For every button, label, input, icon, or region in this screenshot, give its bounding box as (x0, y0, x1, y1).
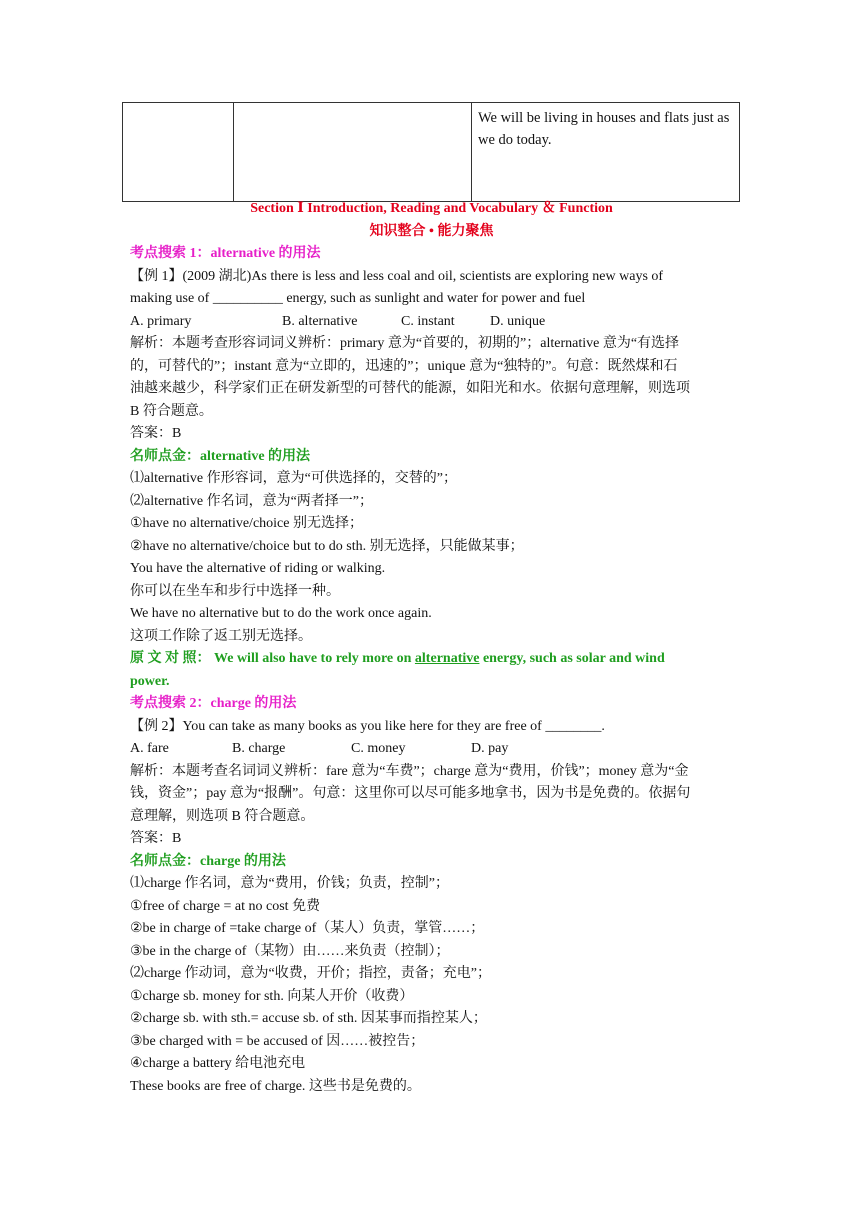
tip-line: ④charge a battery 给电池充电 (130, 1056, 306, 1071)
table-cell (123, 103, 234, 202)
original-keyword: alternative (414, 651, 480, 666)
original-text-line2: power. (130, 673, 170, 689)
tip-line: ①have no alternative/choice 别无选择； (130, 516, 363, 531)
option: A. fare (130, 741, 169, 756)
tip-line: ②be in charge of =take charge of（某人）负责，掌管……； (130, 921, 485, 936)
option: D. pay (471, 741, 509, 756)
tip-line: You have the alternative of riding or walking. (130, 561, 386, 576)
option: C. money (351, 741, 406, 756)
analysis-line: 的，可替代的”；instant 意为“立即的，迅速的”；unique 意为“独特的”。句意：既然煤和石 (130, 358, 678, 374)
tip-line: ⑴alternative 作形容词，意为“可供选择的，交替的”； (130, 471, 458, 486)
tip-line: ⑵charge 作动词，意为“收费，开价；指控，责备；充电”； (130, 966, 491, 981)
keypoint-1-heading: 考点搜索 1：alternative 的用法 (130, 246, 321, 261)
main-content (130, 198, 733, 1098)
example-2-line: 【例 2】You can take as many books as you like here for they are free of ________. (130, 718, 605, 734)
option: A. primary (130, 313, 192, 329)
original-suffix: energy, such as solar and wind (479, 651, 665, 666)
comparison-table (122, 102, 740, 202)
option: D. unique (490, 313, 546, 329)
tip-line: We have no alternative but to do the work once again. (130, 606, 432, 621)
tip-line: ③be charged with = be accused of 因……被控告； (130, 1033, 425, 1049)
tip-line: ③be in the charge of（某物）由……来负责（控制）； (130, 943, 450, 959)
tip-line: ①charge sb. money for sth. 向某人开价（收费） (130, 988, 414, 1004)
example-1-options (130, 311, 733, 334)
option: C. instant (401, 313, 455, 329)
original-text (130, 648, 733, 671)
example-1-line: 【例 1】(2009 湖北)As there is less and less coal and oil, scientists are exploring new ways of (130, 268, 664, 284)
answer: 答案：B (130, 426, 182, 441)
section-title: Section Ⅰ Introduction, Reading and Vocabulary ＆ Function (250, 201, 613, 216)
tips-heading: 名师点金：alternative 的用法 (130, 448, 311, 464)
tip-line: ①free of charge = at no cost 免费 (130, 898, 321, 914)
section-subtitle: 知识整合 • 能力聚焦 (369, 223, 494, 239)
tips-heading: 名师点金：charge 的用法 (130, 853, 286, 869)
analysis-line: 钱，资金”；pay 意为“报酬”。句意：这里你可以尽可能多地拿书，因为书是免费的。依据句 (130, 786, 691, 801)
tip-line: 你可以在坐车和步行中选择一种。 (130, 583, 340, 599)
table-cell (234, 103, 472, 202)
table-row (123, 103, 740, 202)
option: B. charge (232, 741, 286, 756)
analysis-line: 解析：本题考查形容词词义辨析：primary 意为“首要的，初期的”；alternative 意为“有选择 (130, 336, 680, 351)
option: B. alternative (282, 313, 358, 329)
tip-line: 这项工作除了返工别无选择。 (130, 628, 312, 644)
tip-line: ②have no alternative/choice but to do sth. 别无选择，只能做某事； (130, 538, 524, 554)
tip-line: ⑴charge 作名词，意为“费用，价钱；负责，控制”； (130, 876, 449, 891)
tip-line: ⑵alternative 作名词，意为“两者择一”； (130, 493, 374, 509)
analysis-line: B 符合题意。 (130, 403, 213, 419)
analysis-line: 解析：本题考查名词词义辨析：fare 意为“车费”；charge 意为“费用，价钱”；money 意为“金 (130, 763, 689, 779)
tip-line: ②charge sb. with sth.= accuse sb. of sth. 因某事而指控某人； (130, 1011, 487, 1026)
example-1-line: making use of __________ energy, such as sunlight and water for power and fuel (130, 291, 586, 306)
analysis-line: 油越来越少，科学家们正在研发新型的可替代的能源，如阳光和水。依据句意理解，则选项 (130, 381, 690, 396)
original-prefix: 原 文 对 照： We will also have to rely more on (130, 651, 415, 666)
answer: 答案：B (130, 831, 182, 846)
tip-line: These books are free of charge. 这些书是免费的。 (130, 1078, 421, 1094)
example-2-options (130, 738, 733, 761)
keypoint-2-heading: 考点搜索 2：charge 的用法 (130, 696, 297, 711)
table-cell: We will be living in houses and flats just as we do today. (472, 103, 740, 202)
analysis-line: 意理解，则选项 B 符合题意。 (130, 808, 315, 824)
